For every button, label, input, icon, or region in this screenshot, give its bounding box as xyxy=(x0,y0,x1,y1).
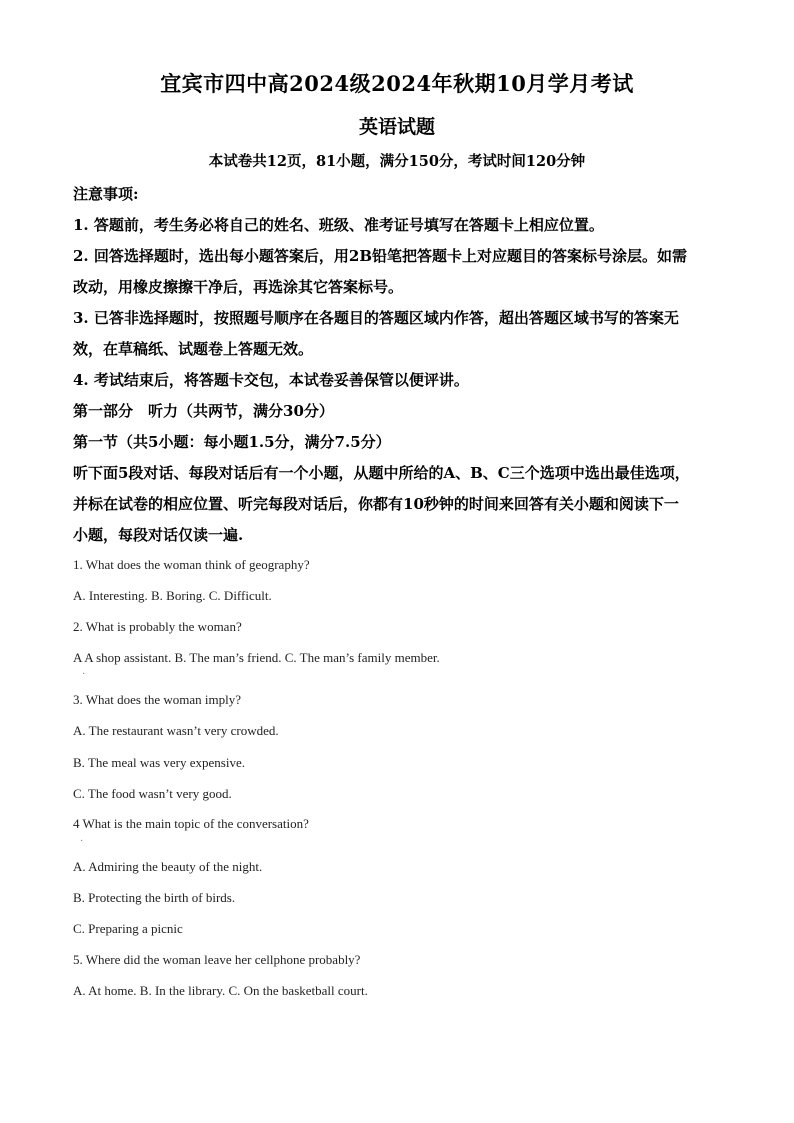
question-4-option-b: B. Protecting the birth of birds. xyxy=(73,890,236,905)
question-3: 3. What does the woman imply? xyxy=(73,692,242,707)
exam-info: 本试卷共12页，81小题，满分150分，考试时间120分钟 xyxy=(208,153,586,170)
note-item-4: 4. 考试结束后，将答题卡交包，本试卷妥善保管以便评讲。 xyxy=(73,371,469,389)
note-item-1: 1. 答题前，考生务必将自己的姓名、班级、准考证号填写在答题卡上相应位置。 xyxy=(73,216,604,234)
instructions-line-3: 小题，每段对话仅读一遍. xyxy=(73,526,244,544)
question-2: 2. What is probably the woman? xyxy=(73,619,242,634)
note-item-2-cont: 改动，用橡皮擦擦干净后，再选涂其它答案标号。 xyxy=(73,278,404,296)
part1-heading: 第一部分 听力（共两节，满分30分） xyxy=(73,402,334,420)
question-4-option-a: A. Admiring the beauty of the night. xyxy=(73,859,263,874)
question-5-options: A. At home. B. In the library. C. On the basketball court. xyxy=(73,983,368,998)
question-4: 4 What is the main topic of the conversation? xyxy=(73,816,309,831)
note-item-3: 3. 已答非选择题时，按照题号顺序在各题目的答题区域内作答，超出答题区域书写的答案无 xyxy=(73,309,679,327)
stray-mark: · xyxy=(80,836,84,847)
note-item-2: 2. 回答选择题时，选出每小题答案后，用2B铅笔把答题卡上对应题目的答案标号涂层。如需 xyxy=(73,247,688,265)
instructions-line-2: 并标在试卷的相应位置、听完每段对话后，你都有10秒钟的时间来回答有关小题和阅读下一 xyxy=(73,495,679,513)
question-3-option-b: B. The meal was very expensive. xyxy=(73,755,245,770)
question-1: 1. What does the woman think of geography? xyxy=(73,557,310,572)
note-item-3-cont: 效，在草稿纸、试题卷上答题无效。 xyxy=(73,340,314,358)
question-4-option-c: C. Preparing a picnic xyxy=(73,921,183,936)
question-1-options: A. Interesting. B. Boring. C. Difficult. xyxy=(73,588,272,603)
section1-heading: 第一节（共5小题：每小题1.5分，满分7.5分） xyxy=(73,433,391,451)
question-3-option-a: A. The restaurant wasn’t very crowded. xyxy=(73,723,279,738)
subject-title: 英语试题 xyxy=(358,116,435,138)
notes-heading: 注意事项: xyxy=(73,185,139,203)
exam-title: 宜宾市四中高2024级2024年秋期10月学月考试 xyxy=(160,71,634,96)
question-5: 5. Where did the woman leave her cellphone probably? xyxy=(73,952,361,967)
instructions-line-1: 听下面5段对话、每段对话后有一个小题，从题中所给的A、B、C三个选项中选出最佳选项， xyxy=(73,464,690,482)
stray-mark: · xyxy=(82,669,86,680)
question-3-option-c: C. The food wasn’t very good. xyxy=(73,786,232,801)
question-2-options: A A shop assistant. B. The man’s friend. C. The man’s family member. xyxy=(73,650,440,665)
